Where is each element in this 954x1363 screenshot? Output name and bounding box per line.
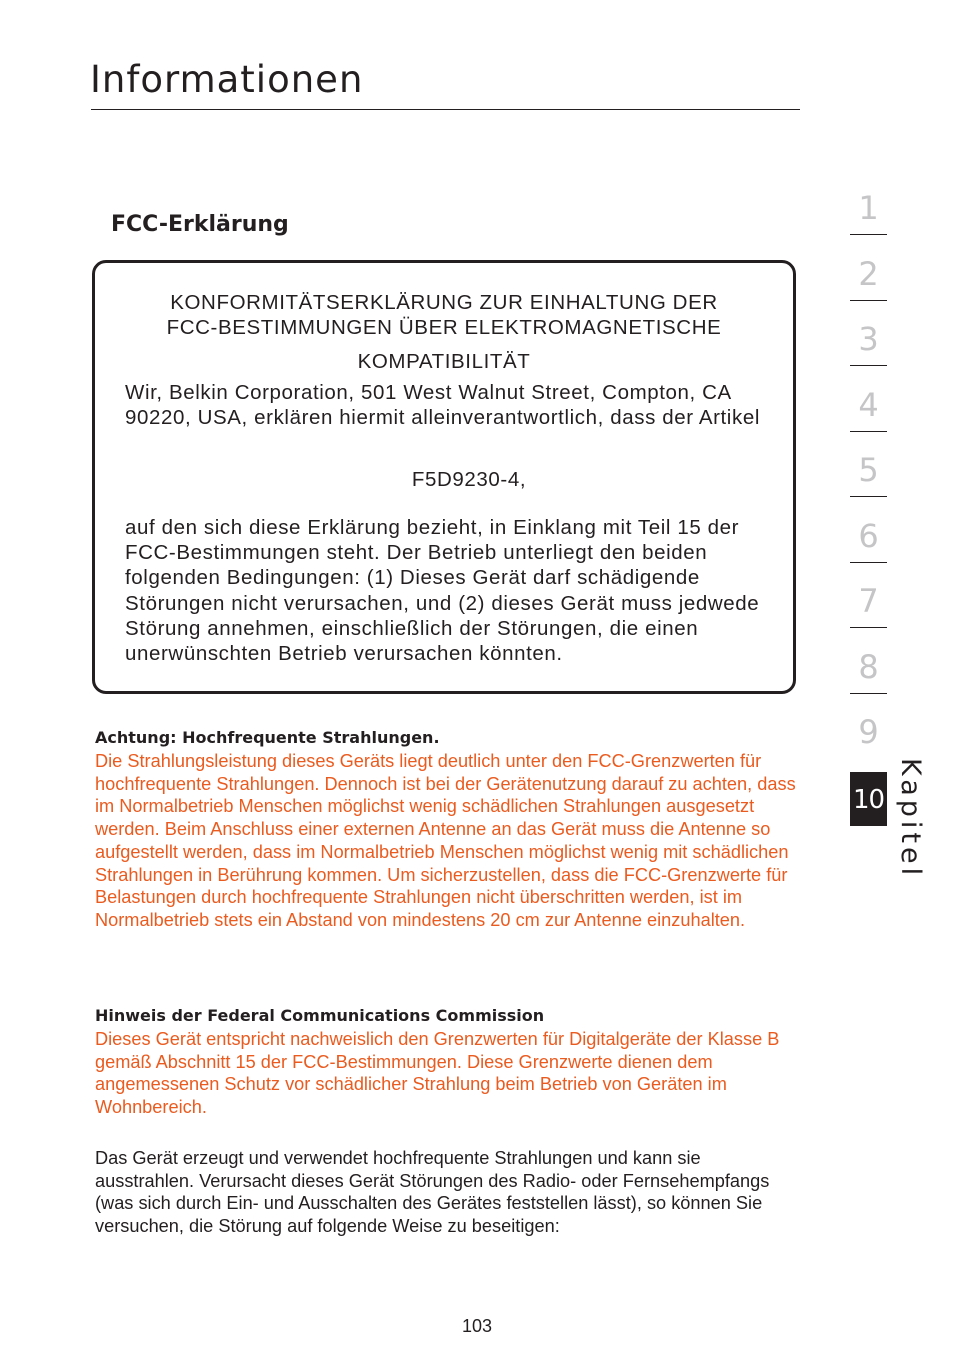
chapter-label (894, 758, 934, 878)
chapter-nav (850, 188, 887, 826)
warning-text: Die Strahlungsleistung dieses Geräts liegt deutlich unter den FCC-Grenzwerten für hochfrequente Strahlungen. Dennoch ist bei der Gerätenutzung darauf zu achten, dass im Normalbetrieb Menschen möglichst wenig schädlichen Strahlungen ausgesetzt werden. Beim Anschluss einer externen Antenne an das Gerät muss die Antenne so aufgestellt werden, dass im Normalbetrieb Menschen möglichst wenig mit schädlichen Strahlungen in Berührung kommen. Um sicherzustellen, dass die FCC-Grenzwerte für Belastungen durch hochfrequente Strahlungen nicht überschritten werden, ist im Normalbetrieb stets ein Abstand von mindestens 20 cm zur Antenne einzuhalten. (95, 751, 796, 930)
fcc-notice-heading: Hinweis der Federal Communications Commission (95, 1006, 545, 1025)
chapter-number: 7 (858, 582, 879, 620)
chapter-number: 5 (858, 451, 879, 489)
chapter-item-4[interactable] (850, 385, 887, 451)
title-divider (91, 109, 800, 110)
chapter-number: 4 (858, 385, 879, 424)
chapter-number-active: 10 (852, 785, 885, 815)
page-title: Informationen (90, 58, 364, 101)
declaration-model: F5D9230-4, (411, 468, 527, 491)
declaration-paragraph1: Wir, Belkin Corporation, 501 West Walnut Street, Compton, CA 90220, USA, erklären hiermit alleinverantwortlich, dass der Artikel (125, 381, 760, 430)
chapter-divider (850, 234, 887, 235)
chapter-item-10[interactable] (850, 772, 887, 826)
chapter-number: 6 (858, 516, 879, 555)
chapter-divider (850, 300, 887, 301)
chapter-item-9[interactable] (850, 712, 887, 768)
chapter-item-3[interactable] (850, 319, 887, 385)
chapter-number: 8 (858, 647, 879, 686)
chapter-divider (850, 693, 887, 694)
section-heading: FCC-Erklärung (111, 212, 289, 237)
chapter-divider (850, 627, 887, 628)
declaration-box (92, 260, 796, 694)
declaration-heading-line2: FCC-BESTIMMUNGEN ÜBER ELEKTROMAGNETISCHE (166, 316, 722, 339)
chapter-divider (850, 562, 887, 563)
chapter-number: 2 (858, 254, 879, 293)
declaration-heading-line1: KONFORMITÄTSERKLÄRUNG ZUR EINHALTUNG DER (170, 291, 718, 314)
chapter-number: 3 (858, 320, 879, 358)
body-paragraph: Das Gerät erzeugt und verwendet hochfrequente Strahlungen und kann sie ausstrahlen. Verursacht dieses Gerät Störungen des Radio- oder Fernsehempfangs (was sich durch Ein- und Ausschalten des Gerätes feststellen lässt), so können Sie versuchen, die Störung auf folgende Weise zu beseitigen: (95, 1148, 770, 1237)
chapter-item-6[interactable] (850, 516, 887, 582)
chapter-number: 1 (858, 189, 879, 227)
declaration-paragraph2: auf den sich diese Erklärung bezieht, in Einklang mit Teil 15 der FCC-Bestimmungen steht. Der Betrieb unterliegt den beiden folgenden Bedingungen: (1) Dieses Gerät darf schädigende Störungen nicht verursachen, und (2) dieses Gerät muss jedwede Störung annehmen, einschließlich der Störungen, die einen unerwünschten Betrieb verursachen könnten. (125, 516, 760, 666)
chapter-item-8[interactable] (850, 647, 887, 713)
chapter-item-7[interactable] (850, 581, 887, 647)
chapter-divider (850, 431, 887, 432)
chapter-item-5[interactable] (850, 450, 887, 516)
chapter-item-2[interactable] (850, 254, 887, 320)
declaration-heading-line3: KOMPATIBILITÄT (357, 350, 531, 373)
chapter-item-1[interactable] (850, 188, 887, 254)
chapter-number: 9 (858, 713, 879, 751)
chapter-divider (850, 496, 887, 497)
chapter-label-text: Kapitel (895, 758, 926, 880)
fcc-notice-text: Dieses Gerät entspricht nachweislich den Grenzwerten für Digitalgeräte der Klasse B gemäß Abschnitt 15 der FCC-Bestimmungen. Diese Grenzwerte dienen dem angemessenen Schutz vor schädlicher Strahlung beim Betrieb von Geräten im Wohnbereich. (95, 1029, 780, 1118)
page-number: 103 (461, 1316, 493, 1336)
chapter-divider (850, 365, 887, 366)
warning-heading: Achtung: Hochfrequente Strahlungen. (95, 728, 440, 747)
